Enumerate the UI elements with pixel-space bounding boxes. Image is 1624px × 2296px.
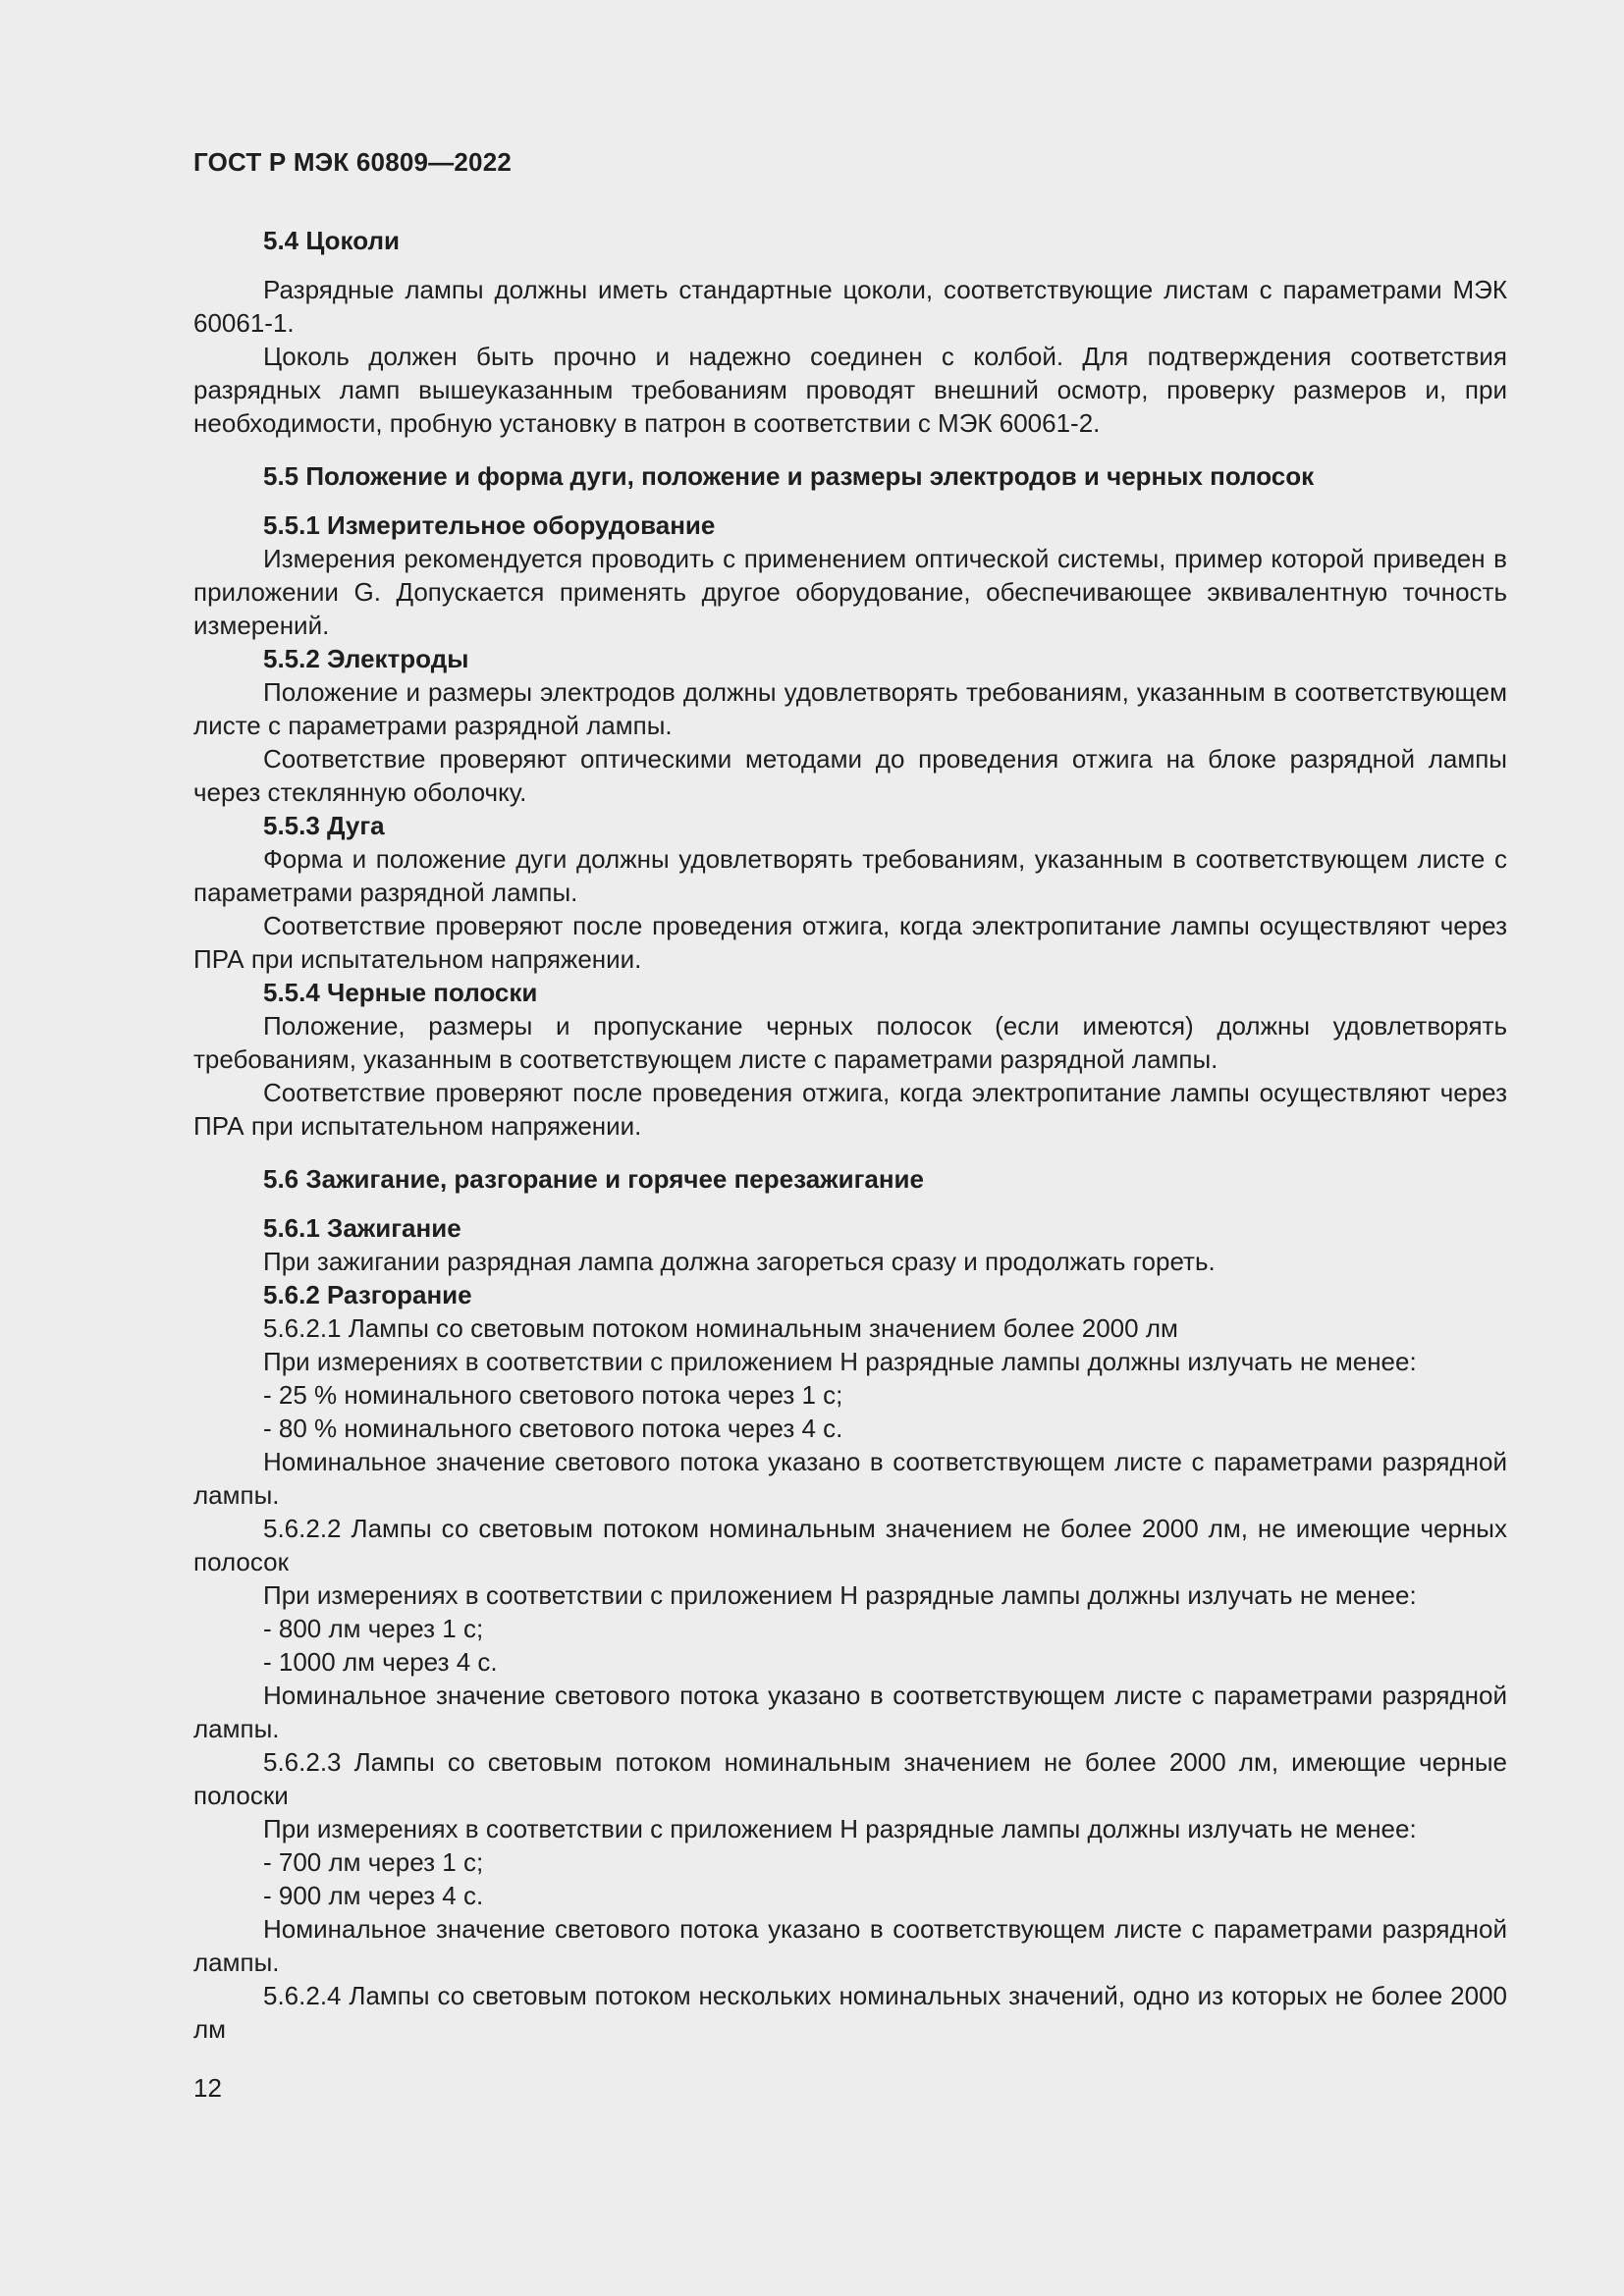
section-5-5-2-paragraph-1: Положение и размеры электродов должны удовлетворять требованиям, указанным в соответствующем листе с параметрами разрядной лампы. [193, 677, 1507, 740]
section-5-5-1-paragraph-1: Измерения рекомендуется проводить с применением оптической системы, пример которой приведен в приложении G. Допускается применять другое оборудование, обеспечивающее эквивалентную точность измерений. [193, 544, 1507, 640]
section-5-5-3-paragraph-1: Форма и положение дуги должны удовлетворять требованиям, указанным в соответствующем листе с параметрами разрядной лампы. [193, 844, 1507, 907]
section-5-5-2-title: 5.5.2 Электроды [263, 644, 469, 673]
section-5-6-2-1-intro: При измерениях в соответствии с приложением H разрядные лампы должны излучать не менее: [263, 1347, 1417, 1376]
section-5-6-2-1-heading: 5.6.2.1 Лампы со световым потоком номинальным значением более 2000 лм [263, 1313, 1178, 1343]
section-5-6-1-title: 5.6.1 Зажигание [263, 1213, 461, 1243]
section-5-6-2-2-intro: При измерениях в соответствии с приложением H разрядные лампы должны излучать не менее: [263, 1580, 1417, 1610]
section-5-6-2-title: 5.6.2 Разгорание [263, 1280, 472, 1309]
section-5-5-4-paragraph-2: Соответствие проверяют после проведения отжига, когда электропитание лампы осуществляют через ПРА при испытательном напряжении. [193, 1078, 1507, 1141]
section-5-6-2-2-heading: 5.6.2.2 Лампы со световым потоком номинальным значением не более 2000 лм, не имеющие черных полосок [193, 1514, 1507, 1576]
section-5-6-1-paragraph-1: При зажигании разрядная лампа должна загореться сразу и продолжать гореть. [263, 1247, 1216, 1276]
section-5-6-2-3-intro: При измерениях в соответствии с приложением H разрядные лампы должны излучать не менее: [263, 1814, 1417, 1843]
section-5-4-paragraph-2: Цоколь должен быть прочно и надежно соединен с колбой. Для подтверждения соответствия разрядных ламп вышеуказанным требованиям проводят внешний осмотр, проверку размеров и, при необходимости, пробную установку в патрон в соответствии с МЭК 60061-2. [193, 342, 1507, 438]
section-5-5-2-paragraph-2: Соответствие проверяют оптическими методами до проведения отжига на блоке разрядной лампы через стеклянную оболочку. [193, 744, 1507, 807]
section-5-5-4-title: 5.5.4 Черные полоски [263, 978, 538, 1007]
list-item: - 1000 лм через 4 с. [263, 1647, 498, 1677]
list-item: - 800 лм через 1 с; [263, 1614, 484, 1643]
section-5-5-title: 5.5 Положение и форма дуги, положение и размеры электродов и черных полосок [263, 461, 1315, 491]
section-5-6-2-1-note: Номинальное значение светового потока указано в соответствующем листе с параметрами разрядной лампы. [193, 1447, 1507, 1510]
document-header: ГОСТ Р МЭК 60809—2022 [193, 147, 513, 177]
section-5-5-3-title: 5.5.3 Дуга [263, 811, 385, 840]
section-5-5-3-paragraph-2: Соответствие проверяют после проведения отжига, когда электропитание лампы осуществляют через ПРА при испытательном напряжении. [193, 911, 1507, 974]
section-5-6-2-3-note: Номинальное значение светового потока указано в соответствующем листе с параметрами разрядной лампы. [193, 1914, 1507, 1977]
section-5-6-2-2-note: Номинальное значение светового потока указано в соответствующем листе с параметрами разрядной лампы. [193, 1681, 1507, 1743]
list-item: - 80 % номинального светового потока через 4 с. [263, 1414, 843, 1443]
section-5-6-title: 5.6 Зажигание, разгорание и горячее перезажигание [263, 1164, 925, 1194]
list-item: - 700 лм через 1 с; [263, 1847, 484, 1877]
section-5-5-1-title: 5.5.1 Измерительное оборудование [263, 510, 716, 540]
document-body [193, 224, 1507, 2046]
section-5-6-2-3-heading: 5.6.2.3 Лампы со световым потоком номинальным значением не более 2000 лм, имеющие черные полоски [193, 1747, 1507, 1810]
section-5-5-4-paragraph-1: Положение, размеры и пропускание черных полосок (если имеются) должны удовлетворять требованиям, указанным в соответствующем листе с параметрами разрядной лампы. [193, 1011, 1507, 1074]
page-number: 12 [193, 2073, 222, 2103]
section-5-4-title: 5.4 Цоколи [263, 226, 400, 255]
section-5-4-paragraph-1: Разрядные лампы должны иметь стандартные цоколи, соответствующие листам с параметрами МЭК 60061-1. [193, 275, 1507, 338]
list-item: - 900 лм через 4 с. [263, 1881, 484, 1910]
section-5-6-2-4-heading: 5.6.2.4 Лампы со световым потоком нескольких номинальных значений, одно из которых не более 2000 лм [193, 1981, 1507, 2044]
list-item: - 25 % номинального светового потока через 1 с; [263, 1380, 843, 1410]
